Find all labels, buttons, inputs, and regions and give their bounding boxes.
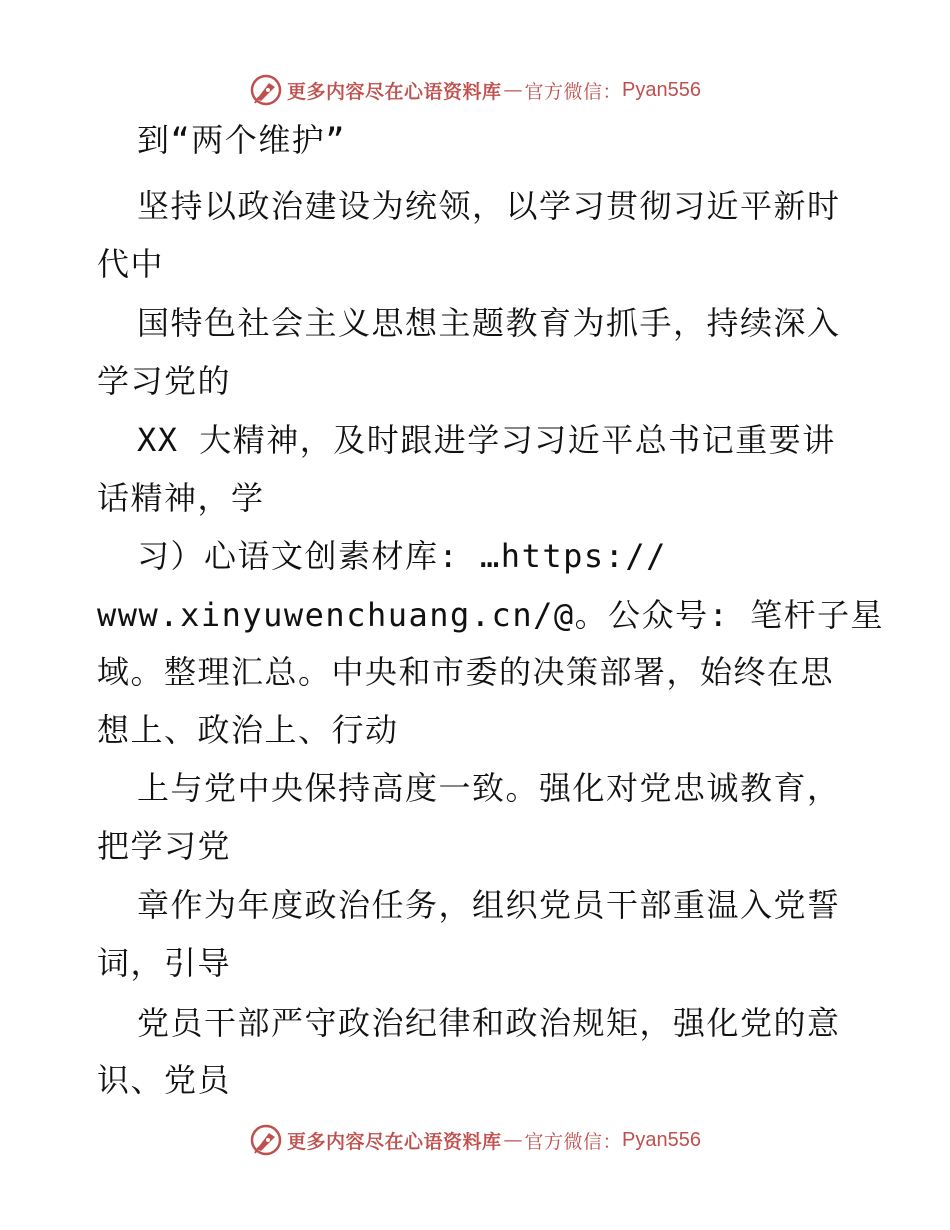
- text-line: 党员干部严守政治纪律和政治规矩，强化党的意: [137, 1004, 841, 1042]
- text-line: 代中: [97, 245, 165, 283]
- header-wechat-id: Pyan556: [622, 78, 701, 101]
- text-line: 词，引导: [97, 944, 232, 982]
- header-brand-text: 更多内容尽在心语资料库: [287, 80, 502, 103]
- text-line: 域。整理汇总。中央和市委的决策部署，始终在思: [97, 653, 835, 691]
- header-dash: —: [503, 79, 523, 101]
- text-line: 上与党中央保持高度一致。强化对党忠诚教育，: [137, 769, 841, 807]
- text-line: 话精神，学: [97, 479, 265, 517]
- pen-nib-circle-logo-icon: [249, 1123, 283, 1157]
- text-line: 坚持以政治建设为统领，以学习贯彻习近平新时: [137, 187, 841, 225]
- text-line: 学习党的: [97, 362, 232, 400]
- text-line: 章作为年度政治任务，组织党员干部重温入党誓: [137, 886, 841, 924]
- header-banner: [0, 70, 950, 110]
- text-line: XX 大精神，及时跟进学习习近平总书记重要讲: [137, 421, 836, 459]
- pen-nib-circle-logo-icon: [249, 73, 283, 107]
- text-line: 想上、政治上、行动: [97, 711, 399, 749]
- text-line: 国特色社会主义思想主题教育为抓手，持续深入: [137, 304, 841, 342]
- footer-brand-text: 更多内容尽在心语资料库: [287, 1130, 502, 1153]
- text-line: 到“两个维护”: [137, 121, 347, 159]
- footer-contact-label: 官方微信：: [524, 1130, 623, 1153]
- text-line: 识、党员: [97, 1061, 232, 1099]
- text-line: 把学习党: [97, 827, 232, 865]
- footer-banner: [0, 1120, 950, 1160]
- header-contact-label: 官方微信：: [524, 80, 623, 103]
- text-line: 习）心语文创素材库: …https://: [137, 537, 667, 575]
- footer-wechat-id: Pyan556: [622, 1128, 701, 1151]
- text-line[interactable]: www.xinyuwenchuang.cn/@。公众号: 笔杆子星: [97, 596, 885, 634]
- footer-dash: —: [503, 1129, 523, 1151]
